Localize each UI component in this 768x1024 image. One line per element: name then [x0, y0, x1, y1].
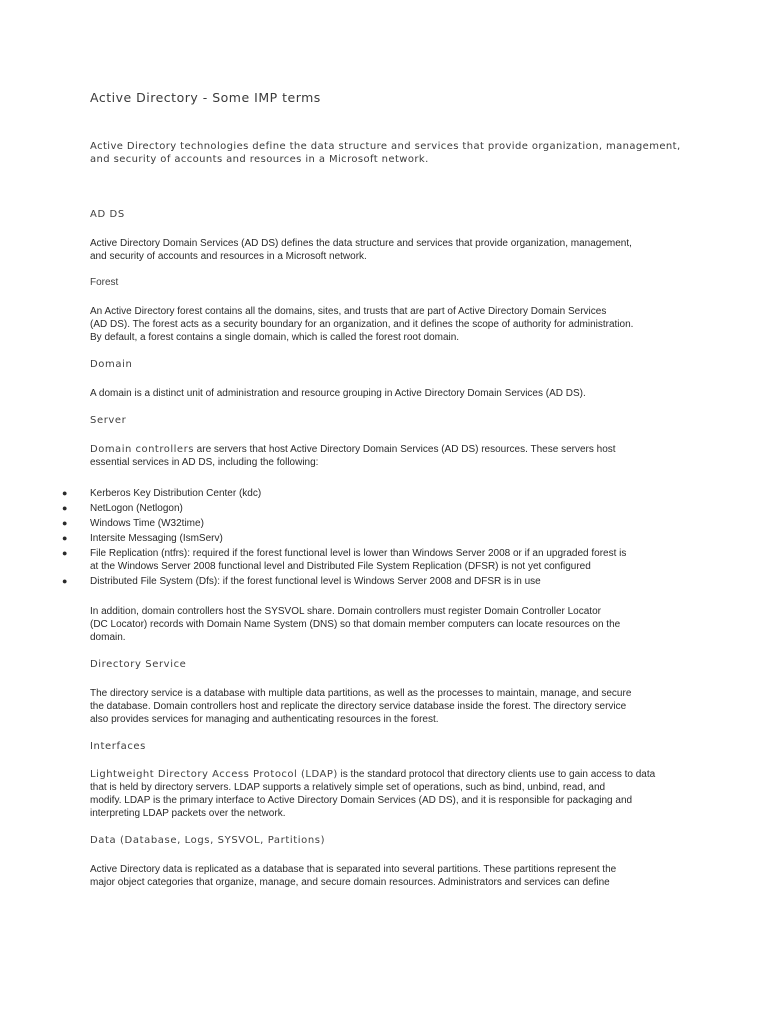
bullet-icon: ● — [62, 576, 68, 586]
ad-ds-paragraph — [90, 237, 690, 263]
document-title: Active Directory - Some IMP terms — [90, 90, 321, 105]
list-item-text: at the Windows Server 2008 functional level and Distributed File System Replication (DFSR) is not yet configured — [90, 561, 591, 572]
list-item-text: NetLogon (Netlogon) — [90, 503, 183, 514]
paragraph-line: The directory service is a database with multiple data partitions, as well as the processes to maintain, manage, and secure — [90, 688, 632, 699]
intro-line: Active Directory technologies define the data structure and services that provide organization, management, — [90, 141, 681, 152]
heading-directory-service: Directory Service — [90, 659, 187, 670]
paragraph-line: also provides services for managing and authenticating resources in the forest. — [90, 714, 439, 725]
paragraph-line: In addition, domain controllers host the SYSVOL share. Domain controllers must register Domain Controller Locator — [90, 606, 601, 617]
bullet-icon: ● — [62, 533, 68, 543]
paragraph-text: are servers that host Active Directory Domain Services (AD DS) resources. These servers host — [193, 444, 616, 455]
paragraph-line: (DC Locator) records with Domain Name System (DNS) so that domain member computers can locate resources on the — [90, 619, 621, 630]
intro-paragraph — [90, 140, 690, 166]
heading-data: Data (Database, Logs, SYSVOL, Partitions) — [90, 835, 326, 846]
data-paragraph — [90, 863, 690, 889]
list-item — [62, 575, 702, 588]
list-item — [62, 502, 702, 515]
server-paragraph — [90, 443, 690, 469]
paragraph-line: An Active Directory forest contains all the domains, sites, and trusts that are part of Active Directory Domain Services — [90, 306, 607, 317]
paragraph-line: that is held by directory servers. LDAP supports a relatively simple set of operations, such as bind, unbind, read, and — [90, 782, 606, 793]
bullet-icon: ● — [62, 503, 68, 513]
paragraph-line: A domain is a distinct unit of administration and resource grouping in Active Directory Domain Services (AD DS). — [90, 388, 586, 399]
paragraph-line: modify. LDAP is the primary interface to Active Directory Domain Services (AD DS), and it is responsible for packaging and — [90, 795, 633, 806]
paragraph-line — [90, 768, 690, 781]
services-list — [62, 487, 702, 590]
list-item-text: Windows Time (W32time) — [90, 518, 204, 529]
forest-paragraph — [90, 305, 690, 344]
paragraph-line: and security of accounts and resources in a Microsoft network. — [90, 251, 367, 262]
intro-line: and security of accounts and resources in a Microsoft network. — [90, 154, 429, 165]
interfaces-paragraph — [90, 768, 690, 820]
server-after-paragraph — [90, 605, 690, 644]
paragraph-line: By default, a forest contains a single domain, which is called the forest root domain. — [90, 332, 460, 343]
heading-ad-ds: AD DS — [90, 209, 125, 220]
paragraph-line: Active Directory Domain Services (AD DS) defines the data structure and services that provide organization, management, — [90, 238, 632, 249]
heading-interfaces: Interfaces — [90, 741, 146, 752]
heading-forest: Forest — [90, 277, 119, 288]
paragraph-line: the database. Domain controllers host and replicate the directory service database inside the forest. The directory service — [90, 701, 627, 712]
list-item-text: File Replication (ntfrs): required if the forest functional level is lower than Windows Server 2008 or if an upgraded forest is — [90, 548, 627, 559]
bullet-icon: ● — [62, 548, 68, 558]
term-ldap: Lightweight Directory Access Protocol (LDAP) — [90, 769, 338, 780]
list-item-text: Intersite Messaging (IsmServ) — [90, 533, 223, 544]
heading-domain: Domain — [90, 359, 133, 370]
paragraph-text: is the standard protocol that directory clients use to gain access to data — [337, 769, 656, 780]
list-item-text: Distributed File System (Dfs): if the forest functional level is Windows Server 2008 and DFSR is in use — [90, 576, 541, 587]
list-item — [62, 487, 702, 500]
list-item-text: Kerberos Key Distribution Center (kdc) — [90, 488, 262, 499]
paragraph-line — [90, 443, 690, 456]
list-item — [62, 532, 702, 545]
paragraph-line: domain. — [90, 632, 126, 643]
paragraph-line: major object categories that organize, manage, and secure domain resources. Administrators and services can define — [90, 877, 610, 888]
bullet-icon: ● — [62, 488, 68, 498]
directory-service-paragraph — [90, 687, 690, 726]
bullet-icon: ● — [62, 518, 68, 528]
paragraph-line: Active Directory data is replicated as a database that is separated into several partitions. These partitions represent the — [90, 864, 617, 875]
list-item — [62, 547, 702, 573]
paragraph-line: essential services in AD DS, including the following: — [90, 457, 319, 468]
paragraph-line: (AD DS). The forest acts as a security boundary for an organization, and it defines the scope of authority for administration. — [90, 319, 634, 330]
heading-server: Server — [90, 415, 127, 426]
domain-paragraph — [90, 387, 690, 400]
term-domain-controllers: Domain controllers — [90, 444, 194, 455]
paragraph-line: interpreting LDAP packets over the network. — [90, 808, 286, 819]
list-item — [62, 517, 702, 530]
